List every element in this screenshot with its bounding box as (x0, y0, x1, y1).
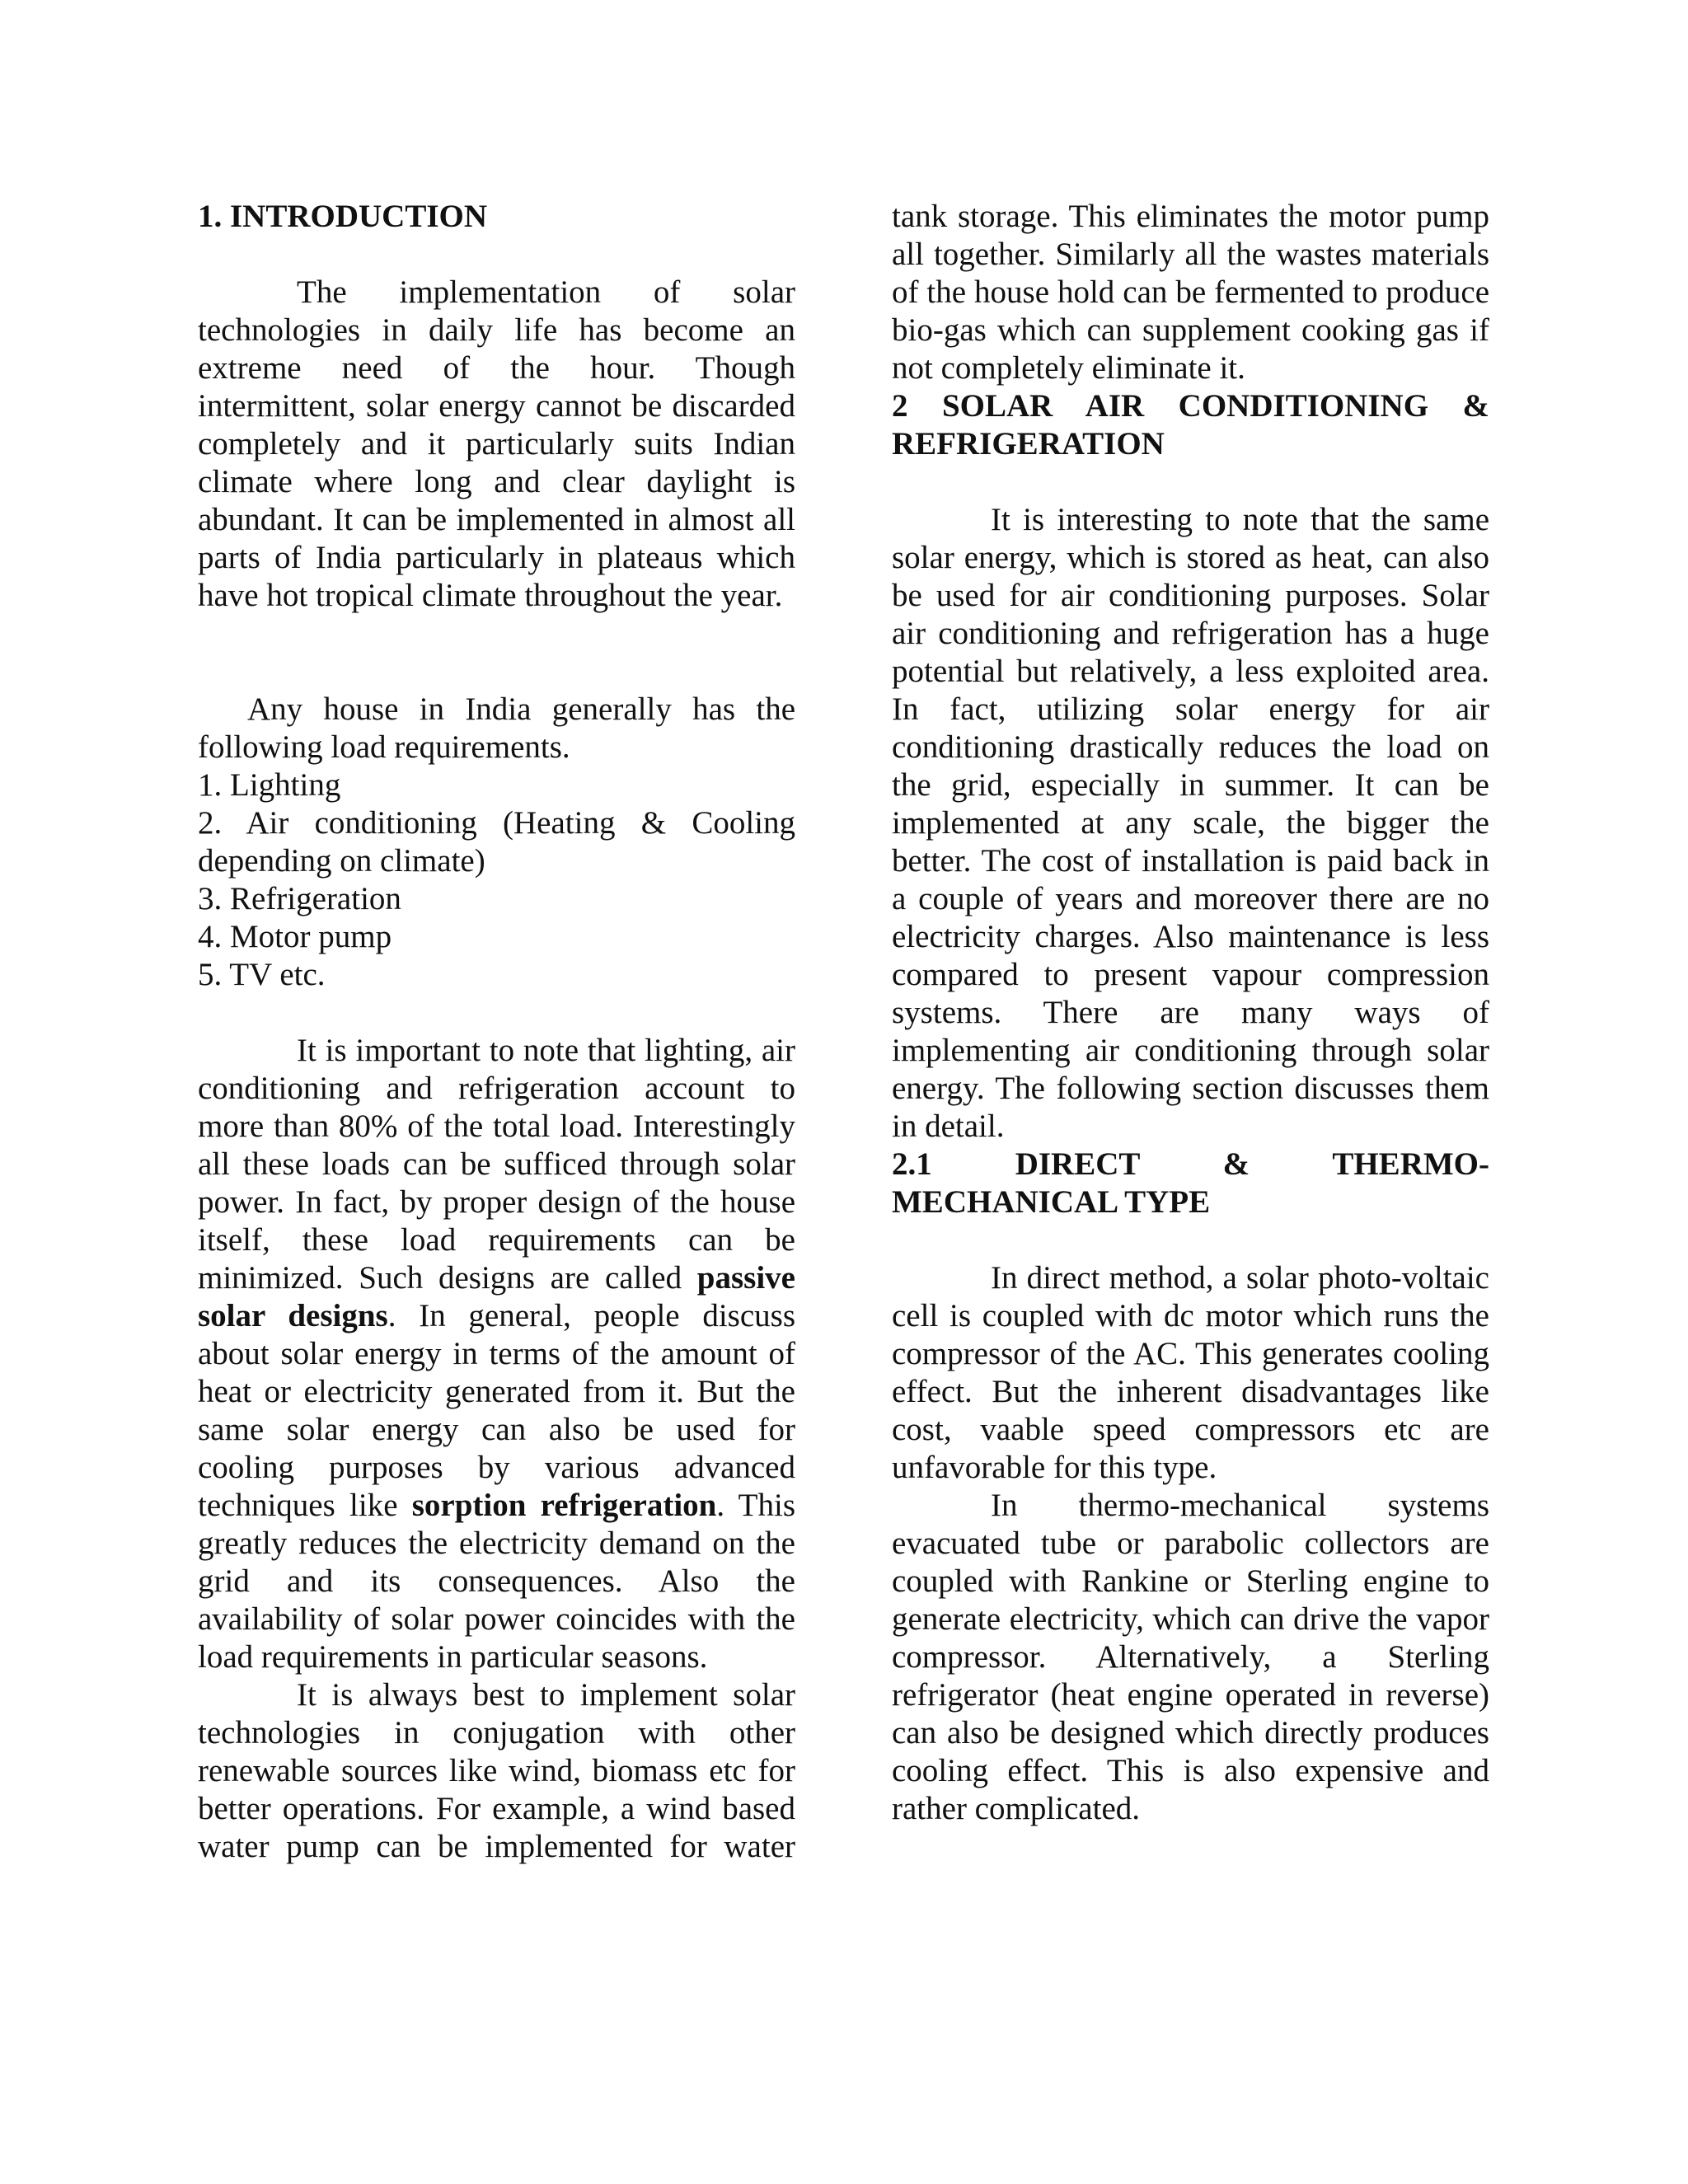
paragraph-load-share (198, 1032, 795, 1676)
section-heading-introduction: 1. INTRODUCTION (198, 199, 488, 234)
text-run: It is important to note that lighting, air conditioning and refrigeration account to more than 80% of the total load. Interestingly all these loads can be sufficed through solar power. In fact, by proper design of the house itself, these load requirements can be minimized. Such designs are called (198, 1033, 795, 1296)
text-run: . This greatly reduces the electricity demand on the grid and its consequences. Also the availability of solar power coincides with the load requirements in particular seasons. (198, 1488, 795, 1675)
list-item: 5. TV etc. (198, 957, 326, 992)
paragraph-intro: The implementation of solar technologies in daily life has become an extreme need of the hour. Though intermittent, solar energy cannot be discarded completely and it particularly suits Indian climate where long and clear daylight is abundant. It can be implemented in almost all parts of India particularly in plateaus which have hot tropical climate throughout the year. (198, 274, 795, 613)
paragraph-direct-method: In direct method, a solar photo-voltaic cell is coupled with dc motor which runs the compressor of the AC. This generates cooling effect. But the inherent disadvantages like cost, vaable speed compressors etc are unfavorable for this type. (892, 1260, 1489, 1485)
section-heading-solar-ac: 2 SOLAR AIR CONDITIONING & REFRIGERATION (892, 388, 1489, 462)
paragraph-renewables: It is always best to implement solar technologies in conjugation with other renewable sources like wind, biomass etc for better operations. For example, a wind based water pump can be implemented for water (198, 1677, 795, 1864)
right-column (892, 198, 1489, 1828)
paragraph-renewables-continued: tank storage. This eliminates the motor pump all together. Similarly all the wastes materials of the house hold can be fermented to produce bio-gas which can supplement cooking gas if not completely eliminate it. (892, 199, 1489, 386)
text-run: . In general, people discuss about solar energy in terms of the amount of heat or electricity generated from it. But the same solar energy can also be used for cooling purposes by various advanced techniques like (198, 1298, 796, 1523)
paragraph-thermo-mechanical: In thermo-mechanical systems evacuated tube or parabolic collectors are coupled with Rankine or Sterling engine to generate electricity, which can drive the vapor compressor. Alternatively, a Sterling refrigerator (heat engine operated in reverse) can also be designed which directly produces cooling effect. This is also expensive and rather complicated. (892, 1488, 1489, 1826)
paragraph-solar-ac: It is interesting to note that the same solar energy, which is stored as heat, can also be used for air conditioning purposes. Solar air conditioning and refrigeration has a huge potential but relatively, a less exploited area. In fact, utilizing solar energy for air conditioning drastically reduces the load on the grid, especially in summer. It can be implemented at any scale, the bigger the better. The cost of installation is paid back in a couple of years and moreover there are no electricity charges. Also maintenance is less compared to present vapour compression systems. There are many ways of implementing air conditioning through solar energy. The following section discusses them in detail. (892, 502, 1489, 1144)
bold-term-sorption-refrigeration: sorption refrigeration (411, 1488, 717, 1523)
load-list (198, 766, 795, 994)
list-item: 1. Lighting (198, 767, 341, 803)
list-item: 2. Air conditioning (Heating & Cooling depending on climate) (198, 805, 795, 879)
left-column (198, 198, 795, 1866)
section-heading-direct-thermo: 2.1 DIRECT & THERMO-MECHANICAL TYPE (892, 1146, 1489, 1220)
bold-term-passive-solar-designs: passive solar designs (198, 1260, 795, 1333)
list-item: 4. Motor pump (198, 919, 392, 954)
paragraph-load-requirements: Any house in India generally has the following load requirements. (198, 691, 795, 765)
list-item: 3. Refrigeration (198, 881, 401, 916)
